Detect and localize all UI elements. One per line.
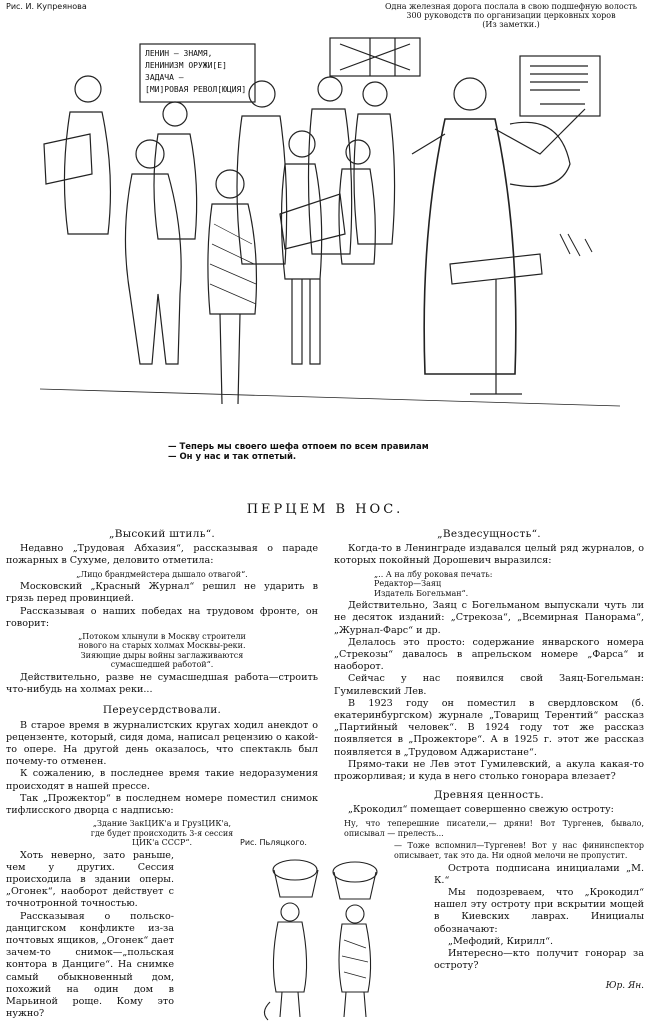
paragraph: В старое время в журналистских кругах ходил анекдот о рецензенте, который, сидя дома, написал рецензию о какой-то опере. На другой день оказалось, что спектакль был почему-то отменен.: [6, 719, 318, 768]
paragraph: Острота подписана инициалами „М. К.“: [434, 862, 644, 886]
section-title: ПЕРЦЕМ В НОС.: [246, 502, 404, 517]
paragraph: Так „Прожектор“ в последнем номере поместил снимок тифлисского дворца с надписью:: [6, 792, 318, 816]
author-signature: Юр. Ян.: [605, 981, 644, 992]
paragraph: В 1923 году он поместил в свердловском (б. екатеринбургском) журнале „Товарищ Терентий“ рассказ „Партийный человек“. В 1924 году тот же рассказ появляется в „Прожекторе“. А в 1925 г. этот же рассказ появляется в „Трудовом Аджаристане“.: [334, 697, 644, 758]
article-title-overzealous: Переусердствовали.: [102, 704, 222, 717]
paragraph: Московский „Красный Журнал“ решил не ударить в грязь перед провинцией.: [6, 581, 318, 605]
choir-cartoon: [40, 34, 620, 424]
narrow-block: [434, 863, 644, 973]
quote: „Здание ЗакЦИК'а и ГрузЦИК'а, где будет происходить 3-я сессия ЦИК'а СССР“.: [90, 819, 234, 848]
cartoon-caption: — Теперь мы своего шефа отпоем по всем правилам — Он у нас и так отпетый.: [168, 442, 429, 462]
paragraph: Сейчас у нас появился свой Заяц-Богельман: Гумилевский Лев.: [334, 673, 644, 697]
paragraph: Мы подозреваем, что „Крокодил“ нашел эту остроту при вскрытии мощей в Киевских лаврах. Инициалы обозначают:: [434, 886, 644, 935]
paragraph: Когда-то в Ленинграде издавался целый ряд журналов, о которых покойный Дорошевич выразился:: [334, 543, 644, 567]
poster-left-text: ЛЕНИН — ЗНАМЯ, ЛЕНИНИЗМ ОРУЖИ[Е] ЗАДАЧА — [МИ]РОВАЯ РЕВОЛ[ЮЦИЯ]: [145, 49, 247, 94]
paragraph: Делалось это просто: содержание январского номера „Стрекозы“ давалось в апрельском номере „Фарса“ и наоборот.: [334, 636, 644, 673]
top-illustration-credit: Рис. И. Купреянова: [6, 2, 87, 11]
paragraph: „Крокодил“ помещает совершенно свежую остроту:: [348, 804, 614, 816]
paragraph: Действительно, Заяц с Богельманом выпускали чуть ли не десяток изданий: „Стрекоза“, „Всемирная Панорама“, „Журнал-Фарс“ и др.: [334, 600, 644, 636]
narrow-block: [6, 850, 174, 1021]
paragraph: К сожалению, в последнее время такие недоразумения происходят в нашей прессе.: [6, 768, 318, 792]
quote: „Потоком хлынули в Москву строители нового на старых холмах Москвы-реки. Зияющие дыры войны заглаживаются сумасшедшей работой“.: [78, 631, 246, 670]
quote: Ну, что теперешние писатели,— дряни! Вот Тургенев, бывало, описывал — прелесть...: [344, 818, 644, 838]
article-title-ancient-value: Древняя ценность.: [433, 789, 545, 802]
paragraph: Рассказывая о польско-данцигском конфликте из-за почтовых ящиков, „Огонек“ дает зачем-то снимок—„польская контора в Данциге“. На снимке самый обыкновенный дом, похожий на один дом в Марьиной роще. Кому это нужно?: [6, 910, 175, 1020]
top-editorial-note: Одна железная дорога послала в свою подшефную волость 300 руководств по организации церковных хоров (Из заметки.): [384, 2, 638, 29]
quote: — Тоже вспомнил—Тургенев! Вот у нас фининспектор описывает, так это да. Ни одной мелочи не пропустит.: [394, 840, 644, 860]
paragraph: „Мефодий, Кирилл“.: [448, 935, 554, 947]
small-illustration-credit: Рис. Пьляцкого.: [240, 838, 307, 847]
quote: „.. А на лбу роковая печать: Редактор—Заяц Издатель Богельман“.: [374, 569, 493, 598]
right-column: [334, 524, 644, 993]
article-title-omnipresence: „Вездесущность“.: [437, 528, 541, 540]
article-title-high-style: „Высокий штиль“.: [108, 528, 216, 540]
paragraph: Интересно—кто получит гонорар за остроту?: [434, 947, 644, 972]
paragraph: Рассказывая о наших победах на трудовом фронте, он говорит:: [6, 605, 318, 629]
paragraph: Прямо-таки не Лев этот Гумилевский, а акула какая-то прожорливая; и куда в него столько гонорара влезает?: [334, 758, 644, 782]
paragraph: Действительно, разве не сумасшедшая работа—строить что-нибудь на холмах реки...: [6, 671, 318, 696]
paragraph: Хоть неверно, зато раньше, чем у других. Сессия происходила в здании оперы. „Огонек“, наоборот действует с точнотронной точностью.: [6, 849, 174, 910]
paragraph: Недавно „Трудовая Абхазия“, рассказывая о параде пожарных в Сухуме, деловито отметила:: [6, 543, 318, 567]
quote: „Лицо брандмейстера дышало отвагой“.: [76, 569, 248, 579]
